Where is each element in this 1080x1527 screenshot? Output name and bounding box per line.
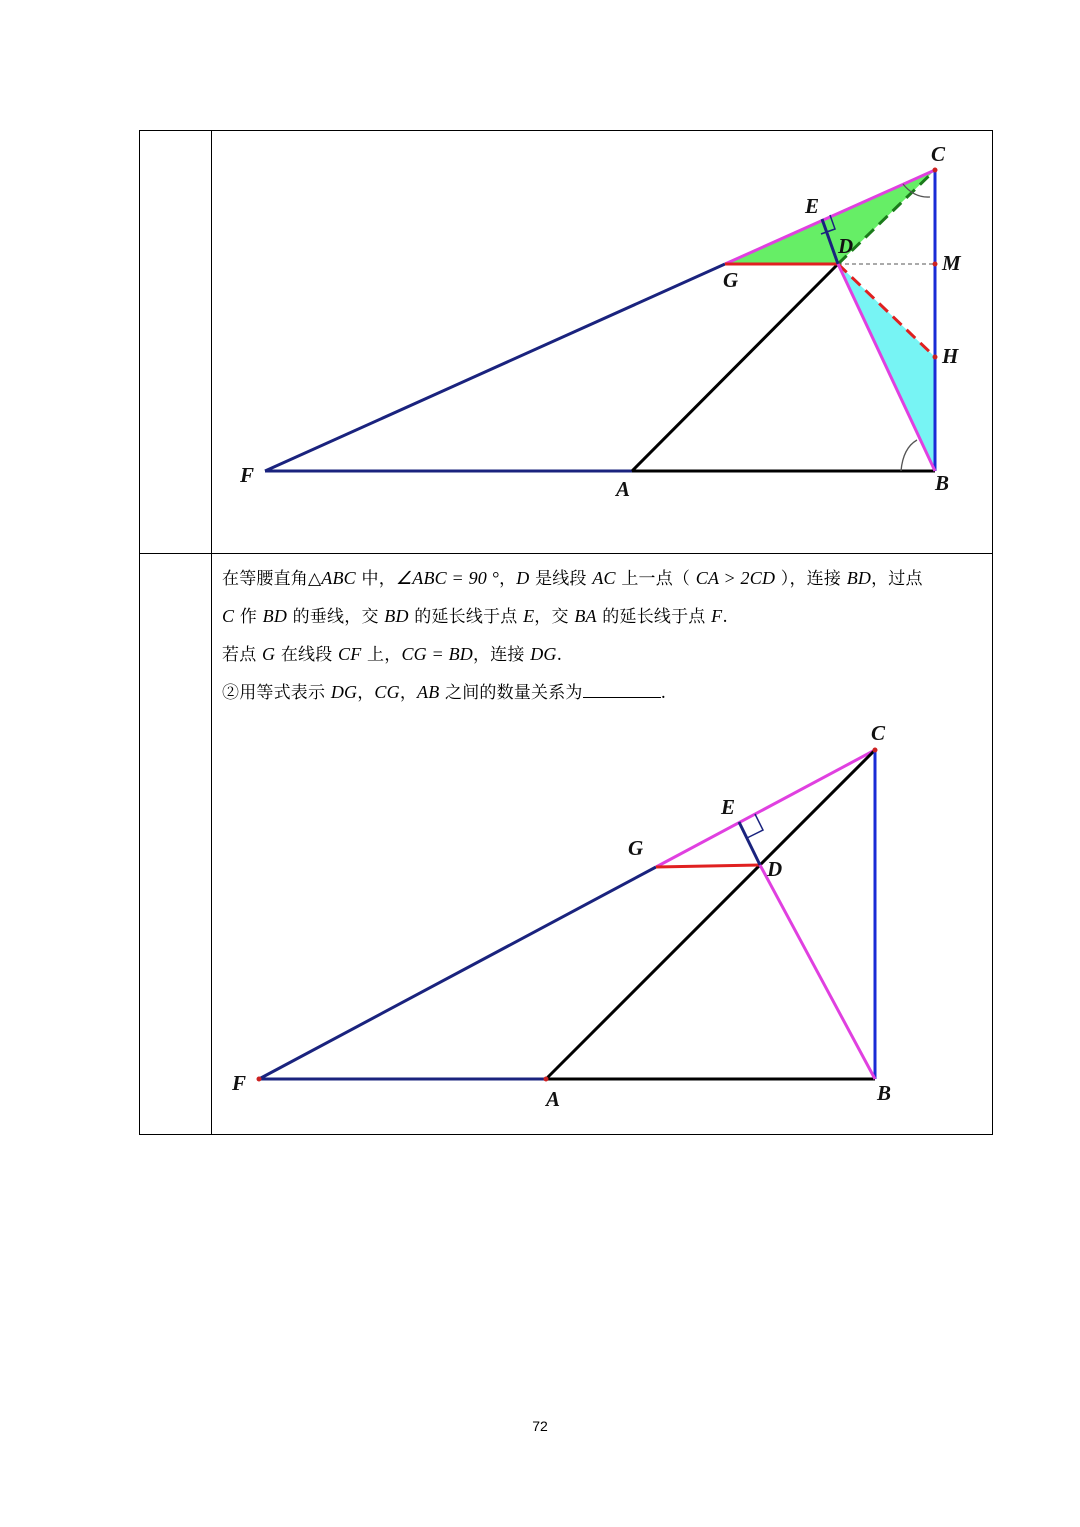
page-number: 72 bbox=[532, 1418, 548, 1434]
segment-ac bbox=[546, 750, 875, 1079]
figure-2 bbox=[0, 700, 1080, 1120]
label-b: B bbox=[877, 1081, 892, 1105]
text: 的延长线于点 bbox=[596, 607, 712, 627]
point-m bbox=[933, 262, 938, 267]
math: CA > 2CD bbox=[695, 568, 776, 588]
point-c bbox=[873, 748, 878, 753]
label-c: C bbox=[871, 721, 886, 745]
label-f: F bbox=[240, 463, 255, 487]
text: ， bbox=[499, 569, 517, 589]
segment-ad bbox=[632, 264, 838, 471]
math: CG bbox=[374, 682, 400, 702]
text: 上一点（ bbox=[615, 569, 696, 589]
math: D bbox=[516, 568, 530, 588]
label-a: A bbox=[616, 477, 631, 501]
segment-ed bbox=[739, 822, 760, 865]
text: ②用等式表示 bbox=[222, 683, 331, 703]
label-g: G bbox=[628, 836, 644, 860]
text: 上， bbox=[361, 645, 402, 665]
math: CF bbox=[338, 644, 362, 664]
label-a: A bbox=[546, 1087, 561, 1111]
text: 之间的数量关系为 bbox=[439, 683, 583, 703]
math: ∠ABC = 90 ° bbox=[395, 568, 500, 588]
math: ABC bbox=[321, 568, 356, 588]
math: BD bbox=[262, 606, 288, 626]
text: 若点 bbox=[222, 645, 263, 665]
text: 的延长线于点 bbox=[408, 607, 524, 627]
problem-line-1 bbox=[222, 560, 987, 598]
problem-line-2 bbox=[222, 598, 987, 636]
math: G bbox=[262, 644, 276, 664]
label-e: E bbox=[721, 795, 736, 819]
label-e: E bbox=[805, 194, 820, 218]
text: 的垂线，交 bbox=[287, 607, 385, 627]
text: ，交 bbox=[534, 607, 575, 627]
label-c: C bbox=[931, 142, 946, 166]
segment-db bbox=[760, 865, 875, 1079]
math: AC bbox=[592, 568, 616, 588]
math: AB bbox=[417, 682, 440, 702]
label-h: H bbox=[942, 344, 959, 368]
text: 是线段 bbox=[529, 569, 593, 589]
text: 在线段 bbox=[275, 645, 339, 665]
text: ，连接 bbox=[473, 645, 531, 665]
label-f: F bbox=[232, 1071, 247, 1095]
point-h bbox=[933, 355, 938, 360]
problem-text bbox=[222, 560, 987, 712]
text: ， bbox=[399, 683, 418, 703]
label-d: D bbox=[838, 234, 854, 258]
math: DG bbox=[530, 644, 557, 664]
text: . bbox=[556, 645, 563, 665]
point-f bbox=[257, 1077, 262, 1082]
point-a bbox=[544, 1077, 549, 1082]
text: ， bbox=[357, 683, 375, 703]
text: 在等腰直角△ bbox=[222, 569, 322, 589]
label-d: D bbox=[767, 857, 783, 881]
segment-fg bbox=[265, 264, 725, 471]
text: 中， bbox=[355, 569, 396, 589]
text: ），连接 bbox=[775, 569, 847, 589]
math: DG bbox=[330, 682, 358, 702]
segment-gd bbox=[656, 865, 760, 867]
math: BD bbox=[846, 568, 872, 588]
problem-line-3 bbox=[222, 636, 987, 674]
answer-blank[interactable] bbox=[583, 679, 661, 698]
segment-fg bbox=[259, 867, 656, 1079]
text: . bbox=[722, 607, 728, 627]
angle-arc-b bbox=[901, 440, 917, 471]
math: BA bbox=[574, 606, 597, 626]
point-c bbox=[933, 168, 938, 173]
label-b: B bbox=[935, 471, 950, 495]
text: . bbox=[660, 683, 667, 703]
label-g: G bbox=[723, 268, 739, 292]
figure-1 bbox=[0, 0, 1080, 560]
label-m: M bbox=[942, 251, 961, 275]
math: E bbox=[523, 606, 535, 626]
math: C bbox=[222, 606, 235, 626]
segment-gc bbox=[656, 750, 875, 867]
text: 作 bbox=[234, 607, 263, 627]
math: BD bbox=[384, 606, 409, 626]
math: F bbox=[711, 606, 723, 626]
math: CG = BD bbox=[401, 644, 473, 664]
text: ，过点 bbox=[871, 569, 923, 589]
